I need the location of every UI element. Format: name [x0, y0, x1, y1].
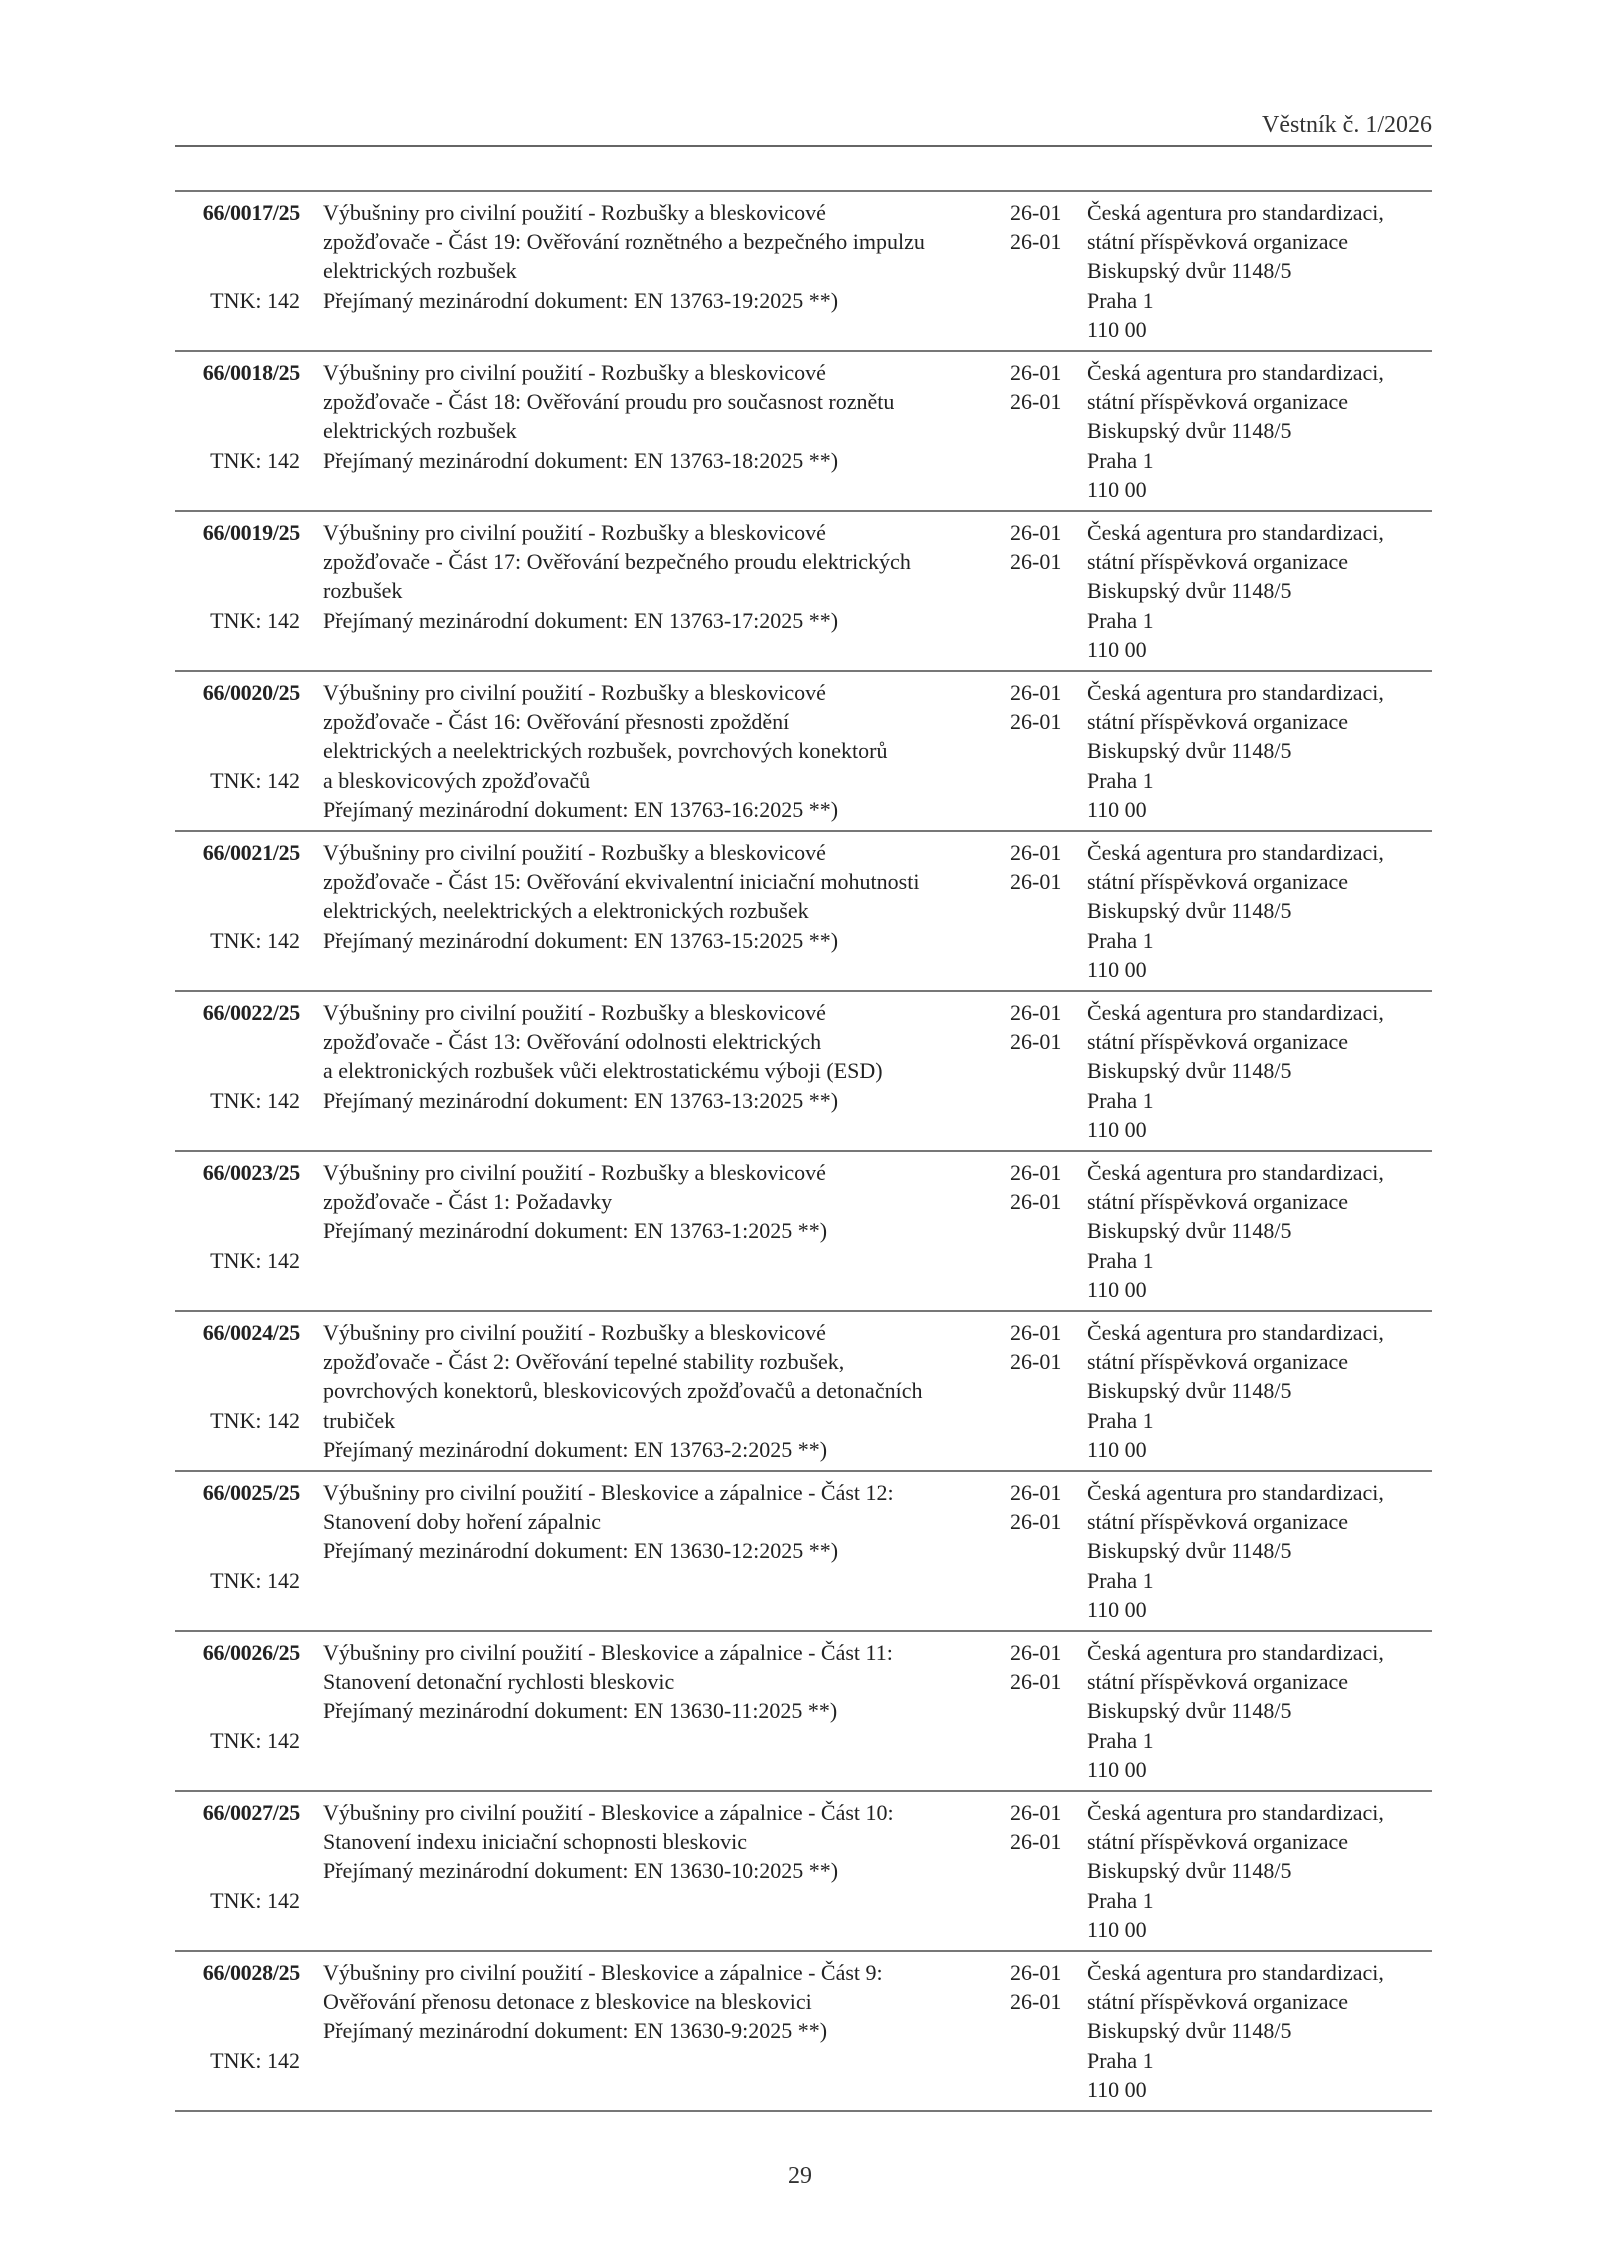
address-line: Biskupský dvůr 1148/5 — [1087, 1058, 1292, 1084]
address-line: Praha 1 — [1087, 927, 1154, 953]
address-line: Česká agentura pro standardizaci, — [1087, 200, 1384, 225]
description-line: rozbušek — [323, 578, 403, 604]
address-line: Praha 1 — [1087, 447, 1154, 473]
address-line: státní příspěvková organizace — [1087, 1669, 1349, 1695]
address-line: státní příspěvková organizace — [1087, 869, 1349, 895]
entry-code: 66/0025/25 — [202, 1480, 300, 1505]
description-line: Stanovení indexu iniciační schopnosti bleskovic — [323, 1829, 748, 1855]
date-value: 26-01 — [1010, 709, 1062, 735]
tnk-label: TNK: 142 — [210, 767, 300, 793]
description-column — [323, 1478, 1003, 1566]
date-value: 26-01 — [1010, 1160, 1062, 1185]
address-line: Praha 1 — [1087, 1887, 1154, 1913]
code-column — [175, 1318, 300, 1464]
entry-code: 66/0024/25 — [202, 1320, 300, 1345]
adopted-document-line: Přejímaný mezinárodní dokument: EN 13763-15:2025 **) — [323, 927, 839, 953]
address-line: Biskupský dvůr 1148/5 — [1087, 738, 1292, 764]
description-line: zpožďovače - Část 13: Ověřování odolnosti elektrických — [323, 1029, 822, 1055]
entry-code: 66/0020/25 — [202, 680, 300, 705]
address-line: státní příspěvková organizace — [1087, 229, 1349, 255]
address-line: 110 00 — [1087, 1596, 1147, 1622]
table-row — [175, 190, 1432, 350]
code-column — [175, 518, 300, 664]
address-line: státní příspěvková organizace — [1087, 709, 1349, 735]
date-value: 26-01 — [1010, 200, 1062, 225]
table-row — [175, 1310, 1432, 1470]
tnk-label: TNK: 142 — [210, 287, 300, 313]
description-line: elektrických, neelektrických a elektronických rozbušek — [323, 898, 809, 924]
adopted-document-line: Přejímaný mezinárodní dokument: EN 13630-11:2025 **) — [323, 1698, 838, 1724]
date-value: 26-01 — [1010, 1349, 1062, 1375]
date-column — [1010, 998, 1061, 1056]
code-column — [175, 1958, 300, 2104]
date-column — [1010, 1318, 1061, 1376]
address-line: Praha 1 — [1087, 607, 1154, 633]
description-line: Výbušniny pro civilní použití - Rozbušky a bleskovicové — [323, 200, 826, 225]
address-line: 110 00 — [1087, 1276, 1147, 1302]
description-line: zpožďovače - Část 17: Ověřování bezpečného proudu elektrických — [323, 549, 911, 575]
description-column — [323, 838, 1003, 955]
address-line: Praha 1 — [1087, 1567, 1154, 1593]
date-column — [1010, 198, 1061, 256]
tnk-label: TNK: 142 — [210, 1247, 300, 1273]
description-line: a bleskovicových zpožďovačů — [323, 767, 591, 793]
address-line: Biskupský dvůr 1148/5 — [1087, 418, 1292, 444]
address-line: Česká agentura pro standardizaci, — [1087, 1480, 1384, 1505]
description-column — [323, 998, 1003, 1115]
tnk-label: TNK: 142 — [210, 1727, 300, 1753]
description-line: Ověřování přenosu detonace z bleskovice na bleskovici — [323, 1989, 812, 2015]
address-column — [1087, 358, 1384, 504]
address-line: 110 00 — [1087, 476, 1147, 502]
table-row — [175, 510, 1432, 670]
bulletin-title: Věstník č. 1/2026 — [1262, 112, 1432, 138]
address-column — [1087, 678, 1384, 824]
address-line: Praha 1 — [1087, 1247, 1154, 1273]
adopted-document-line: Přejímaný mezinárodní dokument: EN 13763-1:2025 **) — [323, 1218, 828, 1244]
address-line: Česká agentura pro standardizaci, — [1087, 1800, 1384, 1825]
tnk-label: TNK: 142 — [210, 1887, 300, 1913]
date-value: 26-01 — [1010, 1480, 1062, 1505]
table-row — [175, 670, 1432, 830]
description-line: Výbušniny pro civilní použití - Rozbušky a bleskovicové — [323, 520, 826, 545]
address-column — [1087, 838, 1384, 984]
adopted-document-line: Přejímaný mezinárodní dokument: EN 13763-19:2025 **) — [323, 287, 839, 313]
description-column — [323, 358, 1003, 475]
address-line: Česká agentura pro standardizaci, — [1087, 520, 1384, 545]
address-line: Česká agentura pro standardizaci, — [1087, 1320, 1384, 1345]
address-line: Biskupský dvůr 1148/5 — [1087, 578, 1292, 604]
header-rule — [175, 145, 1432, 147]
entry-code: 66/0027/25 — [202, 1800, 300, 1825]
address-line: státní příspěvková organizace — [1087, 1189, 1349, 1215]
description-line: Výbušniny pro civilní použití - Rozbušky a bleskovicové — [323, 1160, 826, 1185]
date-value: 26-01 — [1010, 1000, 1062, 1025]
description-line: zpožďovače - Část 18: Ověřování proudu pro současnost roznětu — [323, 389, 895, 415]
date-column — [1010, 1478, 1061, 1536]
standards-table — [175, 190, 1432, 2112]
date-column — [1010, 678, 1061, 736]
description-column — [323, 1638, 1003, 1726]
date-value: 26-01 — [1010, 520, 1062, 545]
adopted-document-line: Přejímaný mezinárodní dokument: EN 13763-18:2025 **) — [323, 447, 839, 473]
date-value: 26-01 — [1010, 1029, 1062, 1055]
address-line: Česká agentura pro standardizaci, — [1087, 1160, 1384, 1185]
date-value: 26-01 — [1010, 1189, 1062, 1215]
adopted-document-line: Přejímaný mezinárodní dokument: EN 13630-9:2025 **) — [323, 2018, 828, 2044]
address-line: státní příspěvková organizace — [1087, 1349, 1349, 1375]
address-line: státní příspěvková organizace — [1087, 1989, 1349, 2015]
address-line: 110 00 — [1087, 636, 1147, 662]
date-value: 26-01 — [1010, 1960, 1062, 1985]
date-column — [1010, 1638, 1061, 1696]
date-value: 26-01 — [1010, 869, 1062, 895]
description-line: Stanovení doby hoření zápalnic — [323, 1509, 601, 1535]
tnk-label: TNK: 142 — [210, 1407, 300, 1433]
adopted-document-line: Přejímaný mezinárodní dokument: EN 13763-2:2025 **) — [323, 1436, 828, 1462]
entry-code: 66/0028/25 — [202, 1960, 300, 1985]
address-column — [1087, 1158, 1384, 1304]
code-column — [175, 838, 300, 984]
page-number: 29 — [788, 2163, 812, 2189]
description-line: Výbušniny pro civilní použití - Bleskovice a zápalnice - Část 9: — [323, 1960, 883, 1985]
address-line: 110 00 — [1087, 1436, 1147, 1462]
address-column — [1087, 1958, 1384, 2104]
date-value: 26-01 — [1010, 1509, 1062, 1535]
description-column — [323, 518, 1003, 635]
description-line: Výbušniny pro civilní použití - Bleskovice a zápalnice - Část 11: — [323, 1640, 893, 1665]
date-column — [1010, 1798, 1061, 1856]
date-value: 26-01 — [1010, 1800, 1062, 1825]
tnk-label: TNK: 142 — [210, 2047, 300, 2073]
address-line: 110 00 — [1087, 796, 1147, 822]
description-line: Výbušniny pro civilní použití - Rozbušky a bleskovicové — [323, 840, 826, 865]
date-value: 26-01 — [1010, 680, 1062, 705]
address-line: Biskupský dvůr 1148/5 — [1087, 1858, 1292, 1884]
address-column — [1087, 1478, 1384, 1624]
date-column — [1010, 1158, 1061, 1216]
address-line: Česká agentura pro standardizaci, — [1087, 1640, 1384, 1665]
date-column — [1010, 1958, 1061, 2016]
entry-code: 66/0019/25 — [202, 520, 300, 545]
address-line: Biskupský dvůr 1148/5 — [1087, 1538, 1292, 1564]
address-line: 110 00 — [1087, 1916, 1147, 1942]
code-column — [175, 358, 300, 504]
date-column — [1010, 518, 1061, 576]
code-column — [175, 998, 300, 1144]
description-line: Výbušniny pro civilní použití - Bleskovice a zápalnice - Část 10: — [323, 1800, 894, 1825]
adopted-document-line: Přejímaný mezinárodní dokument: EN 13763-17:2025 **) — [323, 607, 839, 633]
description-column — [323, 1318, 1003, 1464]
description-line: povrchových konektorů, bleskovicových zpožďovačů a detonačních — [323, 1378, 923, 1404]
entry-code: 66/0017/25 — [202, 200, 300, 225]
adopted-document-line: Přejímaný mezinárodní dokument: EN 13763-16:2025 **) — [323, 796, 839, 822]
date-value: 26-01 — [1010, 389, 1062, 415]
address-line: 110 00 — [1087, 316, 1147, 342]
address-column — [1087, 198, 1384, 344]
address-line: Biskupský dvůr 1148/5 — [1087, 2018, 1292, 2044]
entry-code: 66/0018/25 — [202, 360, 300, 385]
address-line: Biskupský dvůr 1148/5 — [1087, 1378, 1292, 1404]
description-line: Výbušniny pro civilní použití - Rozbušky a bleskovicové — [323, 1320, 826, 1345]
description-line: elektrických rozbušek — [323, 258, 517, 284]
table-row — [175, 350, 1432, 510]
table-row — [175, 830, 1432, 990]
entry-code: 66/0026/25 — [202, 1640, 300, 1665]
address-column — [1087, 1798, 1384, 1944]
address-line: Praha 1 — [1087, 1087, 1154, 1113]
address-line: Biskupský dvůr 1148/5 — [1087, 1218, 1292, 1244]
date-value: 26-01 — [1010, 1640, 1062, 1665]
description-line: zpožďovače - Část 16: Ověřování přesnosti zpoždění — [323, 709, 790, 735]
description-line: Stanovení detonační rychlosti bleskovic — [323, 1669, 675, 1695]
address-column — [1087, 518, 1384, 664]
address-line: státní příspěvková organizace — [1087, 1509, 1349, 1535]
table-row — [175, 1150, 1432, 1310]
adopted-document-line: Přejímaný mezinárodní dokument: EN 13763-13:2025 **) — [323, 1087, 839, 1113]
address-line: Česká agentura pro standardizaci, — [1087, 840, 1384, 865]
code-column — [175, 1478, 300, 1624]
code-column — [175, 1798, 300, 1944]
entry-code: 66/0023/25 — [202, 1160, 300, 1185]
date-value: 26-01 — [1010, 1669, 1062, 1695]
address-line: Česká agentura pro standardizaci, — [1087, 1960, 1384, 1985]
date-value: 26-01 — [1010, 1989, 1062, 2015]
address-line: Praha 1 — [1087, 1407, 1154, 1433]
description-line: elektrických rozbušek — [323, 418, 517, 444]
tnk-label: TNK: 142 — [210, 1087, 300, 1113]
address-line: 110 00 — [1087, 1756, 1147, 1782]
description-line: zpožďovače - Část 19: Ověřování roznětného a bezpečného impulzu — [323, 229, 925, 255]
description-line: a elektronických rozbušek vůči elektrostatickému výboji (ESD) — [323, 1058, 883, 1084]
address-line: Česká agentura pro standardizaci, — [1087, 360, 1384, 385]
entry-code: 66/0022/25 — [202, 1000, 300, 1025]
tnk-label: TNK: 142 — [210, 447, 300, 473]
table-row — [175, 990, 1432, 1150]
date-value: 26-01 — [1010, 229, 1062, 255]
description-line: Výbušniny pro civilní použití - Rozbušky a bleskovicové — [323, 680, 826, 705]
address-line: Praha 1 — [1087, 287, 1154, 313]
table-row — [175, 1470, 1432, 1630]
address-line: 110 00 — [1087, 1116, 1147, 1142]
address-line: Biskupský dvůr 1148/5 — [1087, 1698, 1292, 1724]
description-line: Výbušniny pro civilní použití - Rozbušky a bleskovicové — [323, 360, 826, 385]
date-column — [1010, 358, 1061, 416]
tnk-label: TNK: 142 — [210, 927, 300, 953]
description-column — [323, 198, 1003, 315]
address-line: Biskupský dvůr 1148/5 — [1087, 258, 1292, 284]
address-column — [1087, 1318, 1384, 1464]
description-line: zpožďovače - Část 15: Ověřování ekvivalentní iniciační mohutnosti — [323, 869, 920, 895]
tnk-label: TNK: 142 — [210, 607, 300, 633]
address-line: státní příspěvková organizace — [1087, 549, 1349, 575]
address-line: Praha 1 — [1087, 767, 1154, 793]
description-column — [323, 1958, 1003, 2046]
date-value: 26-01 — [1010, 1829, 1062, 1855]
description-column — [323, 1158, 1003, 1246]
address-line: Česká agentura pro standardizaci, — [1087, 680, 1384, 705]
address-column — [1087, 1638, 1384, 1784]
adopted-document-line: Přejímaný mezinárodní dokument: EN 13630-12:2025 **) — [323, 1538, 839, 1564]
date-value: 26-01 — [1010, 1320, 1062, 1345]
date-value: 26-01 — [1010, 840, 1062, 865]
date-value: 26-01 — [1010, 549, 1062, 575]
code-column — [175, 1158, 300, 1304]
address-line: státní příspěvková organizace — [1087, 1029, 1349, 1055]
code-column — [175, 198, 300, 344]
description-line: Výbušniny pro civilní použití - Bleskovice a zápalnice - Část 12: — [323, 1480, 894, 1505]
address-line: Česká agentura pro standardizaci, — [1087, 1000, 1384, 1025]
address-line: Biskupský dvůr 1148/5 — [1087, 898, 1292, 924]
description-line: elektrických a neelektrických rozbušek, povrchových konektorů — [323, 738, 888, 764]
entry-code: 66/0021/25 — [202, 840, 300, 865]
address-column — [1087, 998, 1384, 1144]
description-column — [323, 678, 1003, 824]
code-column — [175, 678, 300, 824]
table-row — [175, 1950, 1432, 2112]
description-line: trubiček — [323, 1407, 396, 1433]
address-line: 110 00 — [1087, 2076, 1147, 2102]
address-line: Praha 1 — [1087, 2047, 1154, 2073]
table-row — [175, 1790, 1432, 1950]
code-column — [175, 1638, 300, 1784]
adopted-document-line: Přejímaný mezinárodní dokument: EN 13630-10:2025 **) — [323, 1858, 839, 1884]
table-row — [175, 1630, 1432, 1790]
date-column — [1010, 838, 1061, 896]
address-line: Praha 1 — [1087, 1727, 1154, 1753]
address-line: státní příspěvková organizace — [1087, 1829, 1349, 1855]
description-line: Výbušniny pro civilní použití - Rozbušky a bleskovicové — [323, 1000, 826, 1025]
date-value: 26-01 — [1010, 360, 1062, 385]
address-line: 110 00 — [1087, 956, 1147, 982]
tnk-label: TNK: 142 — [210, 1567, 300, 1593]
description-line: zpožďovače - Část 1: Požadavky — [323, 1189, 613, 1215]
description-line: zpožďovače - Část 2: Ověřování tepelné stability rozbušek, — [323, 1349, 845, 1375]
address-line: státní příspěvková organizace — [1087, 389, 1349, 415]
description-column — [323, 1798, 1003, 1886]
